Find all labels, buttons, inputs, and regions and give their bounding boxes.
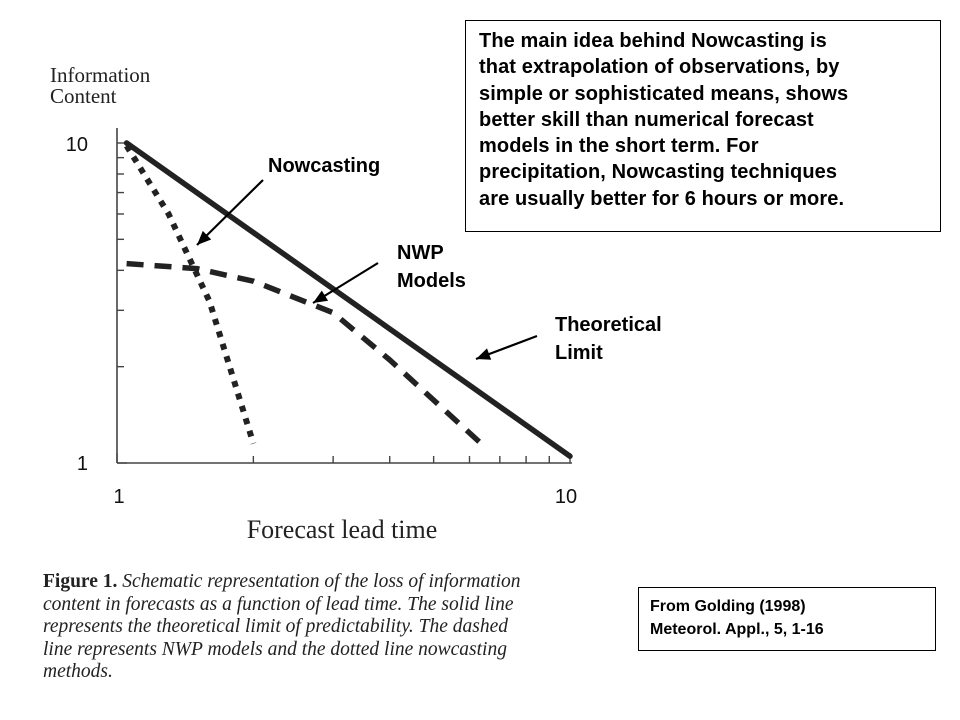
annotation-arrow-head xyxy=(476,348,491,359)
explanation-note xyxy=(465,20,941,232)
x-tick-label: 1 xyxy=(113,486,125,508)
annotation-label: Theoretical xyxy=(555,314,662,336)
figure-label: Figure 1. xyxy=(43,571,118,592)
caption-line-1 xyxy=(43,571,643,594)
y-tick-label: 10 xyxy=(65,134,88,156)
y-axis-title: Content xyxy=(50,84,117,108)
x-axis-title: Forecast lead time xyxy=(246,515,438,544)
note-line: that extrapolation of observations, by xyxy=(479,56,840,79)
note-line: simple or sophisticated means, shows xyxy=(479,82,849,105)
note-line: models in the short term. For xyxy=(479,135,759,158)
caption-text: methods. xyxy=(43,661,113,683)
caption-text: represents the theoretical limit of predictability. The dashed xyxy=(43,616,509,638)
y-axis-title: Information xyxy=(50,63,151,87)
figure-caption xyxy=(43,571,643,684)
note-line: are usually better for 6 hours or more. xyxy=(479,187,845,210)
note-line: The main idea behind Nowcasting is xyxy=(479,30,827,52)
annotation-label: NWP xyxy=(397,242,444,264)
annotation-arrow-head xyxy=(313,291,328,303)
citation-box xyxy=(638,587,936,651)
citation-line: Meteorol. Appl., 5, 1-16 xyxy=(650,621,824,638)
annotation-label: Models xyxy=(397,270,466,292)
annotation-label: Limit xyxy=(555,342,603,364)
x-tick-label: 10 xyxy=(554,486,578,508)
y-tick-label: 1 xyxy=(76,453,88,475)
caption-text: line represents NWP models and the dotted line nowcasting xyxy=(43,638,507,660)
note-line: precipitation, Nowcasting techniques xyxy=(479,161,838,184)
caption-text: Schematic representation of the loss of information xyxy=(122,571,521,592)
annotation-label: Nowcasting xyxy=(268,155,381,177)
citation-line: From Golding (1998) xyxy=(650,598,806,615)
note-line: better skill than numerical forecast xyxy=(479,108,814,131)
caption-text: content in forecasts as a function of lead time. The solid line xyxy=(43,593,514,615)
